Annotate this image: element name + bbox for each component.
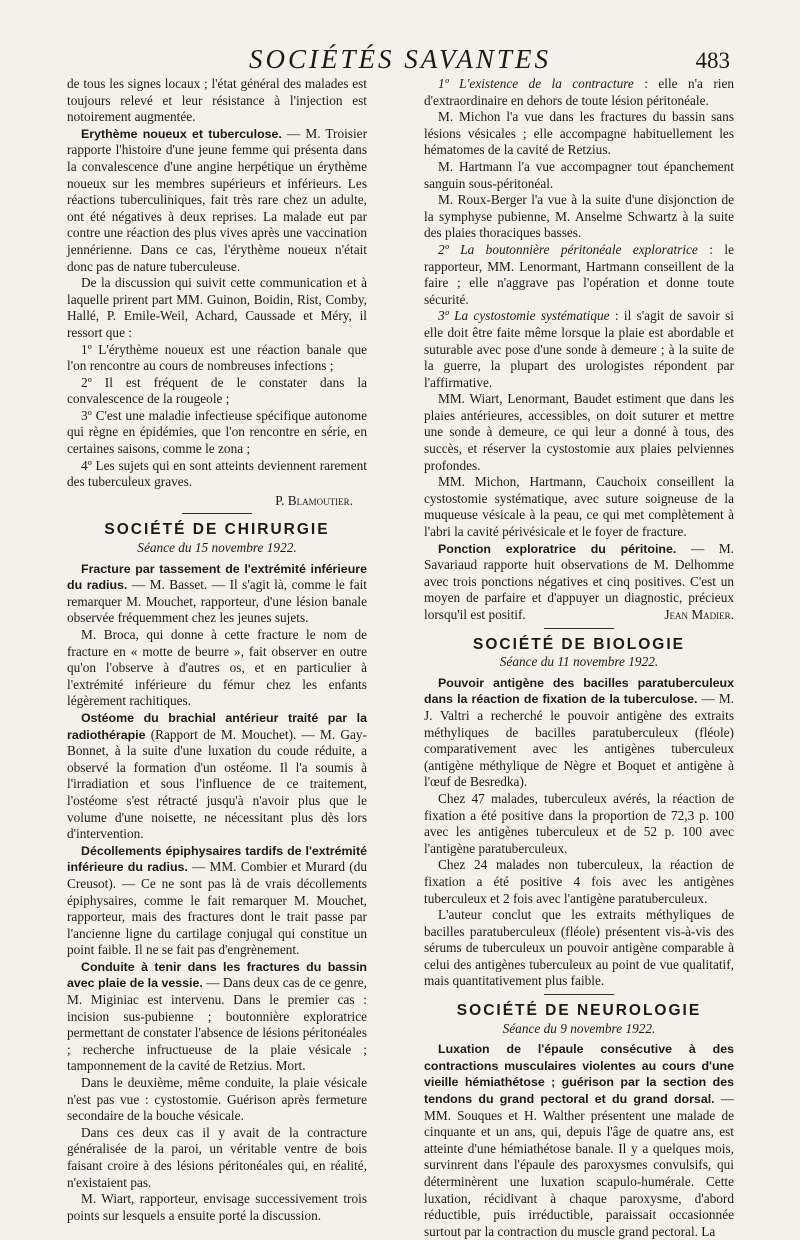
list-item: 4º Les sujets qui en sont atteints deviennent rarement des tuberculeux graves. [67, 457, 367, 490]
article-title: Fracture par tassement de l'extrémité inférieure du radius. [67, 561, 367, 593]
paragraph: Chez 47 malades, tuberculeux avérés, la réaction de fixation a été positive dans la proportion de 72,3 p. 100 avec les antigènes tuberculeux et de 52 p. 100 avec l'antigène paratuberculeux. [424, 790, 734, 856]
list-item: 1º L'érythème noueux est une réaction banale que l'on rencontre au cours de nombreuses infections ; [67, 341, 367, 374]
article-body: — MM. Combier et Murard (du Creusot). — Ce ne sont pas là de vrais décollements épiphysaires, comme le fait remarquer M. Mouchet, rapporteur, mais des fractures dont le trait passe par l'ancienne ligne du cartilage conjugal qui constitue un point faible. Il ne se fait pas d'engrènement. [67, 859, 367, 958]
article-title: Luxation de l'épaule consécutive à des contractions musculaires violentes au cours d'une vieille hémiathétose ; guérison par la section des tendons du grand pectoral et du grand dorsal. [424, 1042, 734, 1107]
paragraph [67, 561, 367, 627]
article-title: Conduite à tenir dans les fractures du bassin avec plaie de la vessie. [67, 959, 367, 991]
right-column [424, 76, 734, 1240]
paragraph [67, 710, 367, 843]
point-label: 2º La boutonnière péritonéale exploratrice [438, 241, 698, 257]
article-body: — M. Basset. — Il s'agit là, comme le fait remarquer M. Mouchet, rapporteur, d'une lésion banale observée fréquemment chez les jeunes sujets. [67, 577, 367, 626]
article-title: Erythème noueux et tuberculose. [81, 126, 282, 141]
paragraph: M. Roux-Berger l'a vue à la suite d'une disjonction de la symphyse pubienne, M. Anselme Schwartz à la suite des plaies thoraciques basses. [424, 192, 734, 241]
paragraph [424, 76, 734, 109]
list-item: 3º C'est une maladie infectieuse spécifique autonome qui règne en épidémies, que l'on rencontre en série, en certaines saisons, comme le zona ; [67, 407, 367, 457]
article-title: Ostéome du brachial antérieur traité par la radiothérapie [67, 710, 367, 742]
section-heading: SOCIÉTÉ DE BIOLOGIE [473, 635, 685, 653]
article-title: Décollements épiphysaires tardifs de l'extrémité inférieure du radius. [67, 843, 367, 875]
paragraph: MM. Michon, Hartmann, Cauchoix conseillent la cystostomie systématique, avec suture soigneuse de la muqueuse vésicale à la peau, ce qui met complètement à l'abri la cavité périvésicale et le foyer de fracture. [424, 474, 734, 540]
section-heading: SOCIÉTÉ DE CHIRURGIE [104, 521, 330, 539]
point-label: 1º L'existence de la contracture [438, 76, 634, 91]
running-head: SOCIÉTÉS SAVANTES [249, 44, 551, 74]
point-body: : il s'agit de savoir si elle doit être faite même lorsque la plaie est abordable et suturable avec pose d'une sonde à demeure ; à la suite de la guerre, la plupart des urologistes répondent par l'affirmative. [424, 308, 735, 390]
paragraph: de tous les signes locaux ; l'état général des malades est toujours relevé et leur résistance à l'injection est notoirement augmentée. [67, 76, 367, 125]
article-body: — MM. Souques et H. Walther présentent une malade de cinquante et un ans, qui, depuis l'âge de quatre ans, est atteinte d'une hémiathétose banale. Il y a quelques mois, survinrent dans l'épaule des paroxysmes convulsifs, qui déterminèrent une luxation scapulo-humérale. Cette luxation, récidivant à chaque paroxysme, d'abord réductible, puis irréductible, paraissait occasionnée surtout par la contraction du muscle grand pectoral. La [424, 1091, 734, 1239]
paragraph: MM. Wiart, Lenormant, Baudet estiment que dans les plaies antérieures, accessibles, on doit suturer et mettre une sonde à demeure, ce qui leur a donné à tous, des succès, et réserver la cystostomie aux plaies pelviennes profondes. [424, 391, 734, 473]
paragraph: M. Hartmann l'a vue accompagner tout épanchement sanguin sous-péritonéal. [424, 158, 734, 191]
session-date: Séance du 15 novembre 1922. [137, 540, 297, 556]
article-body: (Rapport de M. Mouchet). — M. Gay-Bonnet, à la suite d'une luxation du coude réduite, a observé la formation d'un ostéome. Il l'a soumis à l'irradiation et sous l'influence de ce traitement, l'ostéome s'est rétracté jusqu'à n'avoir plus que le volume d'une noisette, ne nécessitant plus dès lors d'intervention. [67, 726, 367, 842]
article-title: Ponction exploratrice du péritoine. [438, 541, 677, 556]
point-body: : le rapporteur, MM. Lenormant, Hartmann conseillent de la faire ; elle n'aggrave pas l'opération et donne toute sécurité. [424, 241, 734, 307]
section-divider [544, 994, 614, 995]
section-divider [182, 513, 252, 514]
paragraph: Dans le deuxième, même conduite, la plaie vésicale n'est pas vue : cystostomie. Guérison après fermeture secondaire de la bouche vésicale. [67, 1075, 367, 1124]
paragraph: De la discussion qui suivit cette communication et à laquelle prirent part MM. Guinon, Boidin, Rist, Comby, Hallé, P. Emile-Weil, Achard, Caussade et Méry, il ressort que : [67, 275, 367, 340]
paragraph: M. Michon l'a vue dans les fractures du bassin sans lésions vésicales ; elle accompagne habituellement les hématomes de la cavité de Retzius. [424, 109, 734, 158]
session-date: Séance du 11 novembre 1922. [499, 654, 659, 670]
paragraph: Chez 24 malades non tuberculeux, la réaction de fixation a été positive 4 fois avec les antigènes tuberculeux et 2 fois avec l'antigène paratuberculeux. [424, 857, 734, 906]
paragraph [424, 675, 734, 791]
left-column [67, 76, 367, 1224]
signature: P. Blamoutier. [275, 492, 353, 508]
paragraph [424, 541, 734, 624]
article-body: — M. Savariaud rapporte huit observations de M. Delhomme avec trois ponctions négatives et cinq positives. C'est un moyen de parfaire et d'appuyer un diagnostic, précieux lorsqu'il est positif. [424, 540, 735, 622]
article-title: Pouvoir antigène des bacilles paratuberculeux dans la réaction de fixation de la tuberculose. [424, 675, 734, 707]
paragraph [67, 126, 367, 275]
article-body: — Dans deux cas de ce genre, M. Miginiac est intervenu. Dans le premier cas : incision sus-pubienne ; boutonnière exploratrice permettant de constater l'absence de lésions péritonéales ; recherche infructueuse de la plaie vésicale ; tamponnement de la cavité de Retzius. Mort. [67, 975, 367, 1074]
section-divider [544, 628, 614, 629]
paragraph [424, 242, 734, 308]
paragraph [424, 308, 734, 391]
list-item: 2º Il est fréquent de le constater dans la convalescence de la rougeole ; [67, 374, 367, 407]
paragraph: M. Wiart, rapporteur, envisage successivement trois points sur lesquels a ensuite porté la discussion. [67, 1191, 367, 1223]
article-body: — M. J. Valtri a recherché le pouvoir antigène des extraits méthyliques de bacilles paratuberculeux (fléole) comparativement avec les antigènes tuberculeux (antigène méthylique de Nègre et Boquet et antigène à l'œuf de Besredka). [424, 691, 734, 790]
paragraph: M. Broca, qui donne à cette fracture le nom de fracture en « motte de beurre », fait observer en outre qu'on l'observe à d'autres os, et en particulier à l'extrémité inférieure du fémur chez les enfants légèrement rachitiques. [67, 627, 367, 709]
page-number: 483 [695, 48, 730, 73]
point-body: : elle n'a rien d'extraordinaire en dehors de toute lésion péritonéale. [424, 76, 734, 108]
paragraph [424, 1041, 734, 1240]
paragraph: Dans ces deux cas il y avait de la contracture généralisée de la paroi, un véritable ventre de bois faisant croire à des lésions péritonéales qui, en réalité, n'existaient pas. [67, 1124, 367, 1190]
paragraph [67, 959, 367, 1075]
signature: Jean Madier. [664, 607, 734, 622]
section-heading: SOCIÉTÉ DE NEUROLOGIE [456, 1002, 702, 1020]
point-label: 3º La cystostomie systématique [438, 308, 610, 324]
article-body: — M. Troisier rapporte l'histoire d'une jeune femme qui présenta dans la convalescence d'une angine herpétique un érythème noueux sur les membres supérieurs et inférieurs. Les réactions tuberculiniques, fait très rare chez un adulte, ont été négatives à deux reprises. La malade eut par contre une réaction des plus vives après une vaccination jennérienne. Dans ce cas, l'érythème noueux n'était donc pas de nature tuberculeuse. [67, 125, 367, 274]
paragraph: L'auteur conclut que les extraits méthyliques de bacilles paratuberculeux (fléole) présentent vis-à-vis des sérums de tuberculeux un pouvoir antigène comparable à celui des antigènes tuberculeux au point de vue qualitatif, mais quantitativement plus faible. [424, 907, 734, 989]
paragraph [67, 843, 367, 959]
session-date: Séance du 9 novembre 1922. [502, 1020, 656, 1036]
